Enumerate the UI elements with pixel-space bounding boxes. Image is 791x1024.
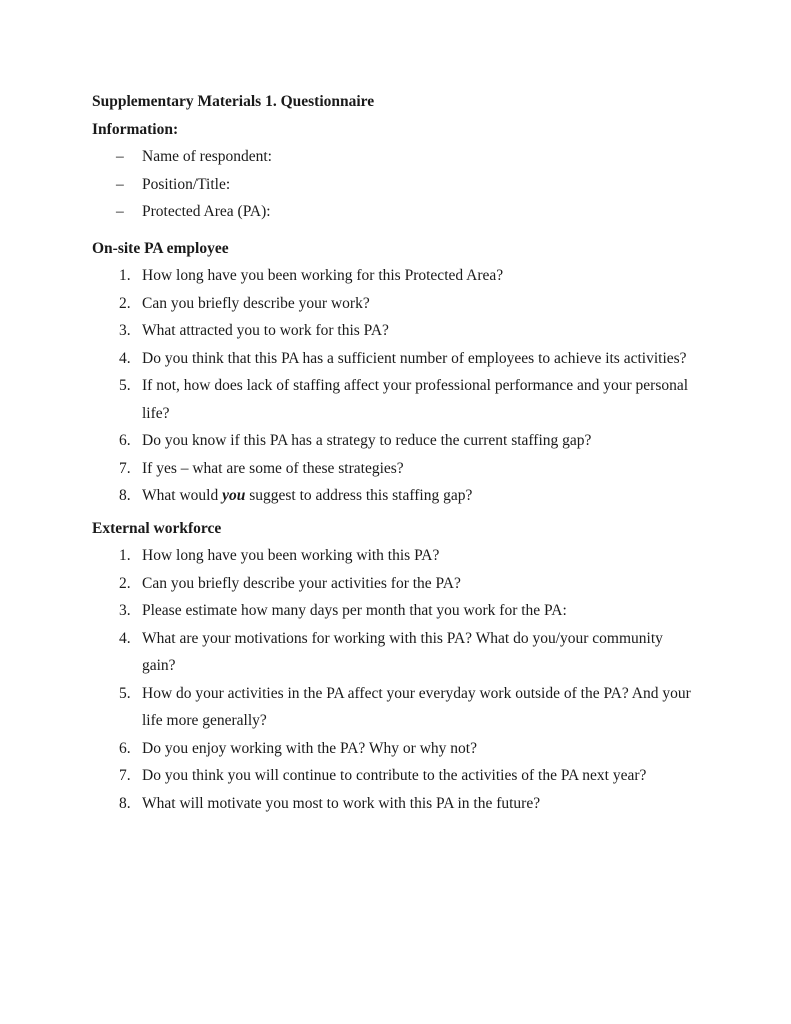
question-text: If yes – what are some of these strategies?	[142, 459, 404, 477]
question-text: What are your motivations for working with this PA? What do you/your community gain?	[142, 629, 663, 674]
list-item	[92, 143, 696, 171]
item-number: 3.	[119, 322, 131, 339]
question-item	[92, 542, 696, 570]
question-item	[92, 455, 696, 483]
info-label: Name of respondent:	[142, 148, 272, 165]
item-number: 8.	[119, 794, 131, 812]
question-text: Please estimate how many days per month that you work for the PA:	[142, 602, 567, 619]
onsite-question-list	[92, 262, 696, 510]
item-number: 5.	[119, 377, 131, 394]
question-text-before: What would	[142, 487, 223, 504]
question-text: Do you enjoy working with the PA? Why or why not?	[142, 739, 477, 757]
item-number: 4.	[119, 349, 131, 367]
question-item	[92, 372, 696, 427]
external-section-heading: External workforce	[92, 519, 222, 537]
question-item	[92, 597, 696, 625]
question-item	[92, 570, 696, 598]
item-number: 6.	[119, 432, 131, 449]
question-text: Do you know if this PA has a strategy to reduce the current staffing gap?	[142, 432, 592, 449]
question-text: Can you briefly describe your work?	[142, 294, 370, 312]
item-number: 5.	[119, 684, 131, 702]
question-text-after: suggest to address this staffing gap?	[245, 487, 473, 504]
question-text: What attracted you to work for this PA?	[142, 322, 389, 339]
information-heading: Information:	[92, 120, 179, 138]
item-number: 1.	[119, 267, 131, 284]
external-question-list	[92, 542, 696, 817]
question-item	[92, 427, 696, 455]
list-item	[92, 171, 696, 199]
onsite-section-heading: On-site PA employee	[92, 239, 229, 257]
question-item	[92, 762, 696, 790]
question-item	[92, 790, 696, 818]
item-number: 7.	[119, 767, 131, 784]
question-text-emphasis: you	[222, 487, 246, 504]
info-label: Position/Title:	[142, 175, 231, 193]
item-number: 2.	[119, 294, 131, 312]
item-number: 4.	[119, 629, 131, 647]
item-number: 6.	[119, 739, 131, 757]
question-item	[92, 262, 696, 290]
dash-marker: –	[116, 203, 124, 220]
item-number: 3.	[119, 602, 131, 619]
question-item	[92, 317, 696, 345]
info-label: Protected Area (PA):	[142, 203, 271, 220]
item-number: 7.	[119, 459, 131, 477]
page-title: Supplementary Materials 1. Questionnaire	[92, 93, 375, 110]
dash-marker: –	[116, 175, 124, 193]
dash-marker: –	[116, 148, 124, 165]
item-number: 1.	[119, 547, 131, 564]
list-item	[92, 198, 696, 226]
question-item	[92, 625, 696, 680]
question-text: Do you think you will continue to contribute to the activities of the PA next year?	[142, 767, 647, 784]
question-text	[142, 487, 472, 504]
item-number: 2.	[119, 574, 131, 592]
information-list	[92, 143, 696, 226]
question-text: Do you think that this PA has a sufficient number of employees to achieve its activities?	[142, 349, 687, 367]
question-text: If not, how does lack of staffing affect your professional performance and your personal life?	[142, 377, 689, 422]
question-item	[92, 735, 696, 763]
item-number: 8.	[119, 487, 131, 504]
question-item	[92, 345, 696, 373]
question-item	[92, 680, 696, 735]
question-text: What will motivate you most to work with this PA in the future?	[142, 794, 541, 812]
question-text: How do your activities in the PA affect your everyday work outside of the PA? And your life more generally?	[142, 684, 691, 729]
question-text: How long have you been working for this Protected Area?	[142, 267, 504, 284]
question-item	[92, 290, 696, 318]
question-item	[92, 482, 696, 510]
question-text: How long have you been working with this PA?	[142, 547, 440, 564]
question-text: Can you briefly describe your activities for the PA?	[142, 574, 461, 592]
